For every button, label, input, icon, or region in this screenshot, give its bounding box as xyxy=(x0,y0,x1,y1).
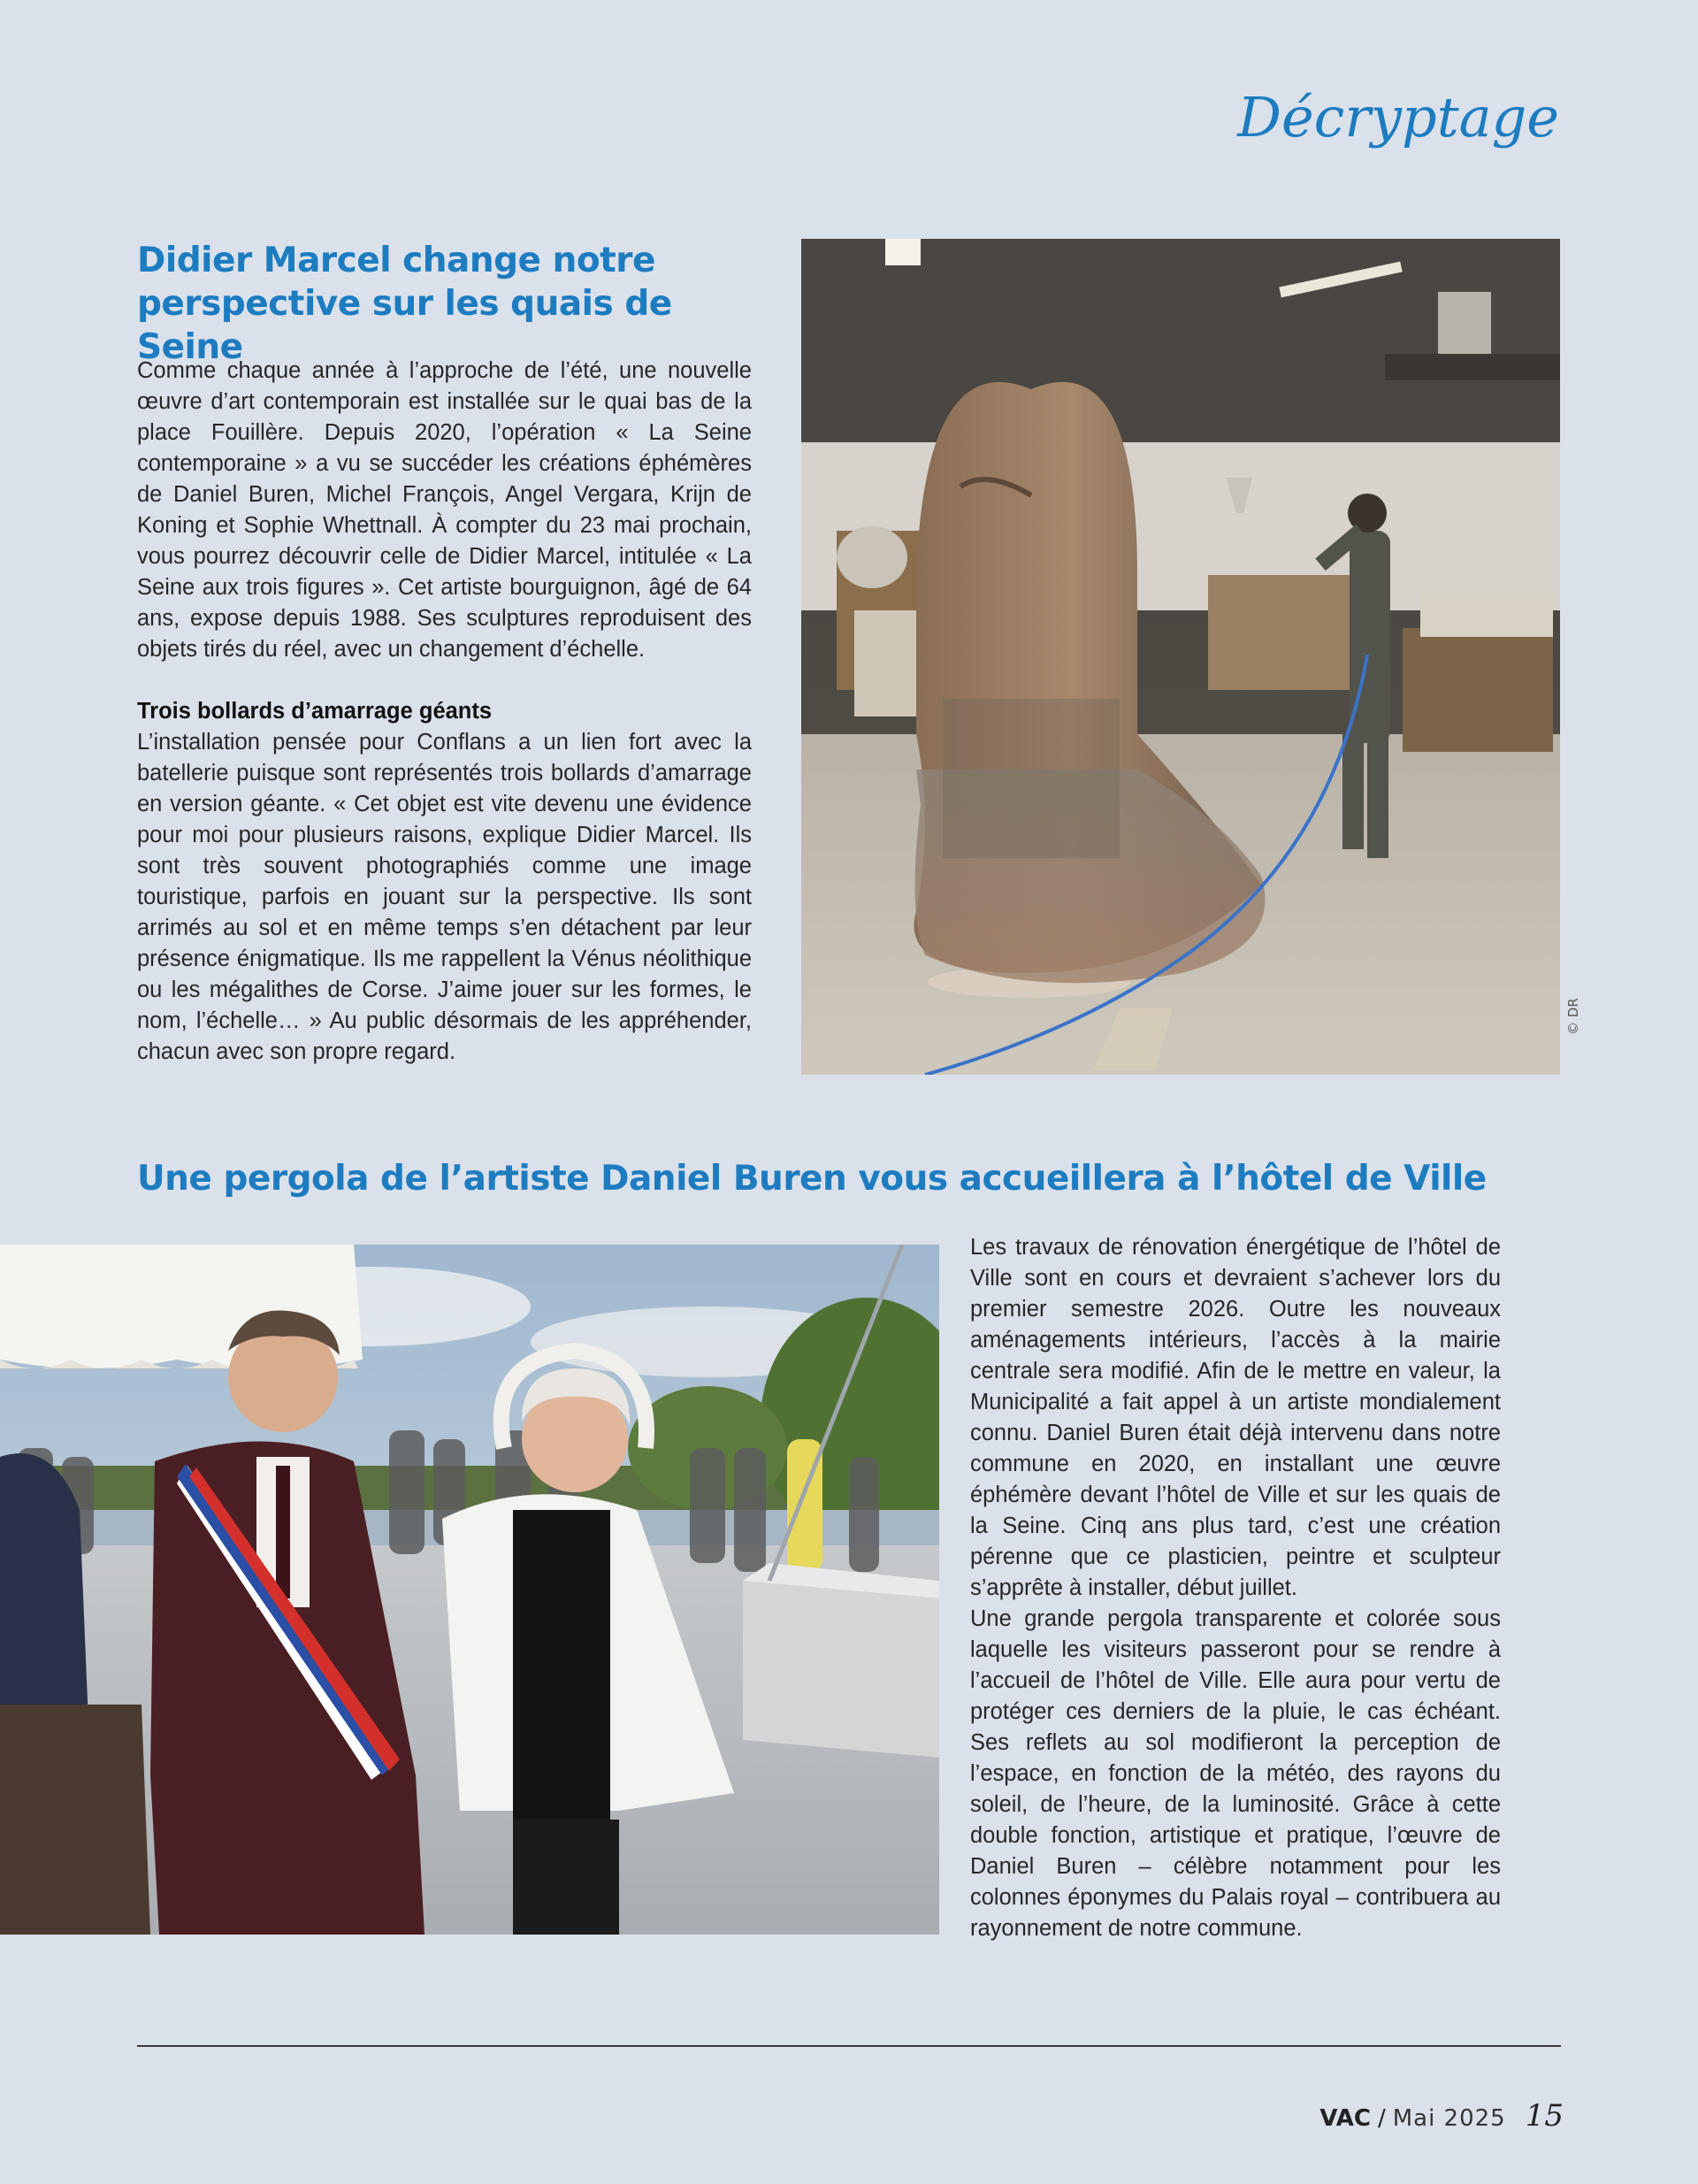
article2-paragraph-1: Les travaux de rénovation énergétique de l’hôtel de Ville sont en cours et devraient s’achever lors du premier semestre 2026. Outre les nouveaux aménagements intérieurs, l’accès à la mairie centrale sera modifié. Afin de le mettre en valeur, la Municipalité a fait appel à un artiste mondialement connu. Daniel Buren était déjà intervenu dans notre commune en 2020, en installant une œuvre éphémère devant l’hôtel de Ville et sur les quais de la Seine. Cinq ans plus tard, c’est une création pérenne que ce plasticien, peintre et sculpteur s’apprête à installer, début juillet. xyxy=(970,1235,1501,1600)
article1-body xyxy=(137,356,752,1068)
article1-intro: Comme chaque année à l’approche de l’été, une nouvelle œuvre d’art contemporain est installée sur le quai bas de la place Fouillère. Depuis 2020, l’opération « La Seine contemporaine » a vu se succéder les créations éphémères de Daniel Buren, Michel François, Angel Vergara, Krijn de Koning et Sophie Whettnall. À compter du 23 mai prochain, vous pourrez découvrir celle de Didier Marcel, intitulée « La Seine aux trois figures ». Cet artiste bourguignon, âgé de 64 ans, expose depuis 1988. Ses sculptures reproduisent des objets tirés du réel, avec un changement d’échelle. xyxy=(137,358,752,662)
footer-divider xyxy=(137,2045,1561,2047)
issue-date: Mai 2025 xyxy=(1392,2105,1506,2132)
article2-body xyxy=(970,1232,1501,1944)
sculpture-workshop-photo xyxy=(801,239,1560,1075)
page-number: 15 xyxy=(1525,2098,1564,2134)
article1-subheading: Trois bollards d’amarrage géants xyxy=(137,699,493,724)
page-footer xyxy=(1319,2098,1564,2134)
footer-separator: / xyxy=(1377,2105,1386,2132)
photo-credit: © DR xyxy=(1565,998,1581,1035)
article2-title: Une pergola de l’artiste Daniel Buren vous accueillera à l’hôtel de Ville xyxy=(137,1159,1487,1199)
daniel-buren-quay-photo xyxy=(0,1245,939,1935)
magazine-name: VAC xyxy=(1319,2105,1371,2132)
article1-title: Didier Marcel change notre perspective sur les quais de Seine xyxy=(137,241,672,367)
article2-paragraph-2: Une grande pergola transparente et colorée sous laquelle les visiteurs passeront pour se rendre à l’accueil de l’hôtel de Ville. Elle aura pour vertu de protéger ces derniers de la pluie, le cas échéant. Ses reflets au sol modifieront la perception de l’espace, en fonction de la météo, des rayons du soleil, de l’heure, de la luminosité. Grâce à cette double fonction, artistique et pratique, l’œuvre de Daniel Buren – célèbre notamment pour les colonnes éponymes du Palais royal – contribuera au rayonnement de notre commune. xyxy=(970,1606,1501,1941)
section-title: Décryptage xyxy=(1237,85,1559,149)
article1-paragraph: L’installation pensée pour Conflans a un lien fort avec la batellerie puisque sont représentés trois bollards d’amarrage en version géante. « Cet objet est vite devenu une évidence pour moi pour plusieurs raisons, explique Didier Marcel. Ils sont très souvent photographiés comme une image touristique, parfois en jouant sur la perspective. Ils sont arrimés au sol et en même temps s’en détachent par leur présence énigmatique. Ils me rappellent la Vénus néolithique ou les mégalithes de Corse. J’aime jouer sur les formes, le nom, l’échelle… » Au public désormais de les appréhender, chacun avec son propre regard. xyxy=(137,730,752,1064)
